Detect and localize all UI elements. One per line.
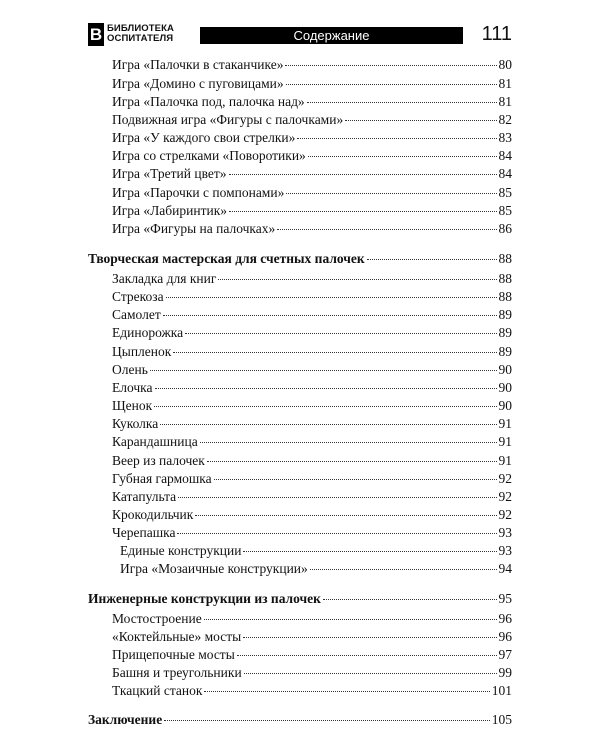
toc-entry <box>112 147 512 165</box>
toc-entry-title: Черепашка <box>112 525 176 540</box>
toc-entry-title: Подвижная игра «Фигуры с палочками» <box>112 112 344 127</box>
toc-entry <box>112 470 512 488</box>
toc-entry-page: 88 <box>498 289 512 304</box>
dot-leader <box>164 710 490 721</box>
toc-entry-page: 88 <box>498 271 512 286</box>
dot-leader <box>218 269 496 280</box>
dot-leader <box>150 360 497 371</box>
dot-leader <box>204 681 489 692</box>
toc-entry-title: Творческая мастерская для счетных палочек <box>88 251 365 266</box>
toc-entry-title: Закладка для книг <box>112 271 217 286</box>
toc-entry <box>112 452 512 470</box>
dot-leader <box>178 487 496 498</box>
toc-entry-page: 95 <box>498 591 512 606</box>
toc-entry <box>112 184 512 202</box>
toc-entry-title: Инженерные конструкции из палочек <box>88 591 321 606</box>
toc-entry-title: Заключение <box>88 712 163 727</box>
dot-leader <box>307 92 497 103</box>
toc-entry-title: Губная гармошка <box>112 471 212 486</box>
toc-entry-title: Игра со стрелками «Поворотики» <box>112 148 306 163</box>
toc-entry <box>112 306 512 324</box>
page-number: 111 <box>481 23 512 45</box>
toc-entry-page: 90 <box>498 380 512 395</box>
series-name-line2: ОСПИТАТЕЛЯ <box>107 33 174 44</box>
dot-leader <box>154 396 496 407</box>
dot-leader <box>173 342 496 353</box>
dot-leader <box>166 287 497 298</box>
toc-entry <box>112 646 512 664</box>
toc-entry <box>120 560 512 578</box>
toc-entry <box>112 415 512 433</box>
toc-entry <box>112 397 512 415</box>
toc-entry-page: 88 <box>498 251 512 266</box>
dot-leader <box>297 128 496 139</box>
toc-entry <box>112 270 512 288</box>
toc-entry-page: 99 <box>498 665 512 680</box>
publisher-logo-icon: В <box>89 25 103 44</box>
toc-entry-title: Игра «Палочки в стаканчике» <box>112 57 284 72</box>
toc-entry-page: 96 <box>498 611 512 626</box>
toc-entry-title: Стрекоза <box>112 289 164 304</box>
toc-entry <box>112 111 512 129</box>
toc-entry-title: Ткацкий станок <box>112 683 203 698</box>
toc-entry-title: Елочка <box>112 380 153 395</box>
dot-leader <box>214 469 497 480</box>
toc-entry <box>112 506 512 524</box>
toc-entry-page: 85 <box>498 203 512 218</box>
toc-entry-page: 83 <box>498 130 512 145</box>
toc-entry-title: Самолет <box>112 307 161 322</box>
section-title: Содержание <box>200 27 463 44</box>
dot-leader <box>286 183 496 194</box>
toc-entry <box>112 129 512 147</box>
dot-leader <box>200 432 497 443</box>
toc-entry <box>112 682 512 700</box>
dot-leader <box>323 589 497 600</box>
toc-entry <box>112 93 512 111</box>
toc-entry-title: Игра «Лабиринтик» <box>112 203 228 218</box>
toc-entry-page: 91 <box>498 416 512 431</box>
dot-leader <box>285 55 496 66</box>
toc-entry-title: Прищепочные мосты <box>112 647 235 662</box>
toc-entry <box>112 488 512 506</box>
toc-entry-title: Игра «Палочка под, палочка над» <box>112 94 305 109</box>
dot-leader <box>177 523 496 534</box>
toc-entry <box>120 542 512 560</box>
toc-entry-page: 84 <box>498 166 512 181</box>
toc-entry-title: Единые конструкции <box>120 543 242 558</box>
toc-entry-page: 91 <box>498 434 512 449</box>
toc-entry-title: Куколка <box>112 416 159 431</box>
dot-leader <box>243 627 496 638</box>
toc-entry-page: 101 <box>491 683 512 698</box>
toc-entry-page: 81 <box>498 76 512 91</box>
dot-leader <box>160 414 496 425</box>
toc-section-heading <box>88 250 512 268</box>
dot-leader <box>243 541 496 552</box>
dot-leader <box>345 110 496 121</box>
toc-entry-page: 92 <box>498 507 512 522</box>
toc-entry-title: Мостостроение <box>112 611 202 626</box>
toc-entry-title: Крокодильчик <box>112 507 194 522</box>
toc-entry <box>112 610 512 628</box>
dot-leader <box>244 663 497 674</box>
toc-section-heading <box>88 590 512 608</box>
dot-leader <box>195 505 496 516</box>
toc-entry-page: 89 <box>498 344 512 359</box>
toc-entry <box>112 379 512 397</box>
toc-entry-title: Карандашница <box>112 434 198 449</box>
toc-entry-page: 90 <box>498 398 512 413</box>
toc-entry <box>112 75 512 93</box>
toc-entry-title: Веер из палочек <box>112 453 205 468</box>
toc-entry-title: Игра «Фигуры на палочках» <box>112 221 276 236</box>
toc-entry-page: 86 <box>498 221 512 236</box>
toc-entry-page: 94 <box>498 561 512 576</box>
dot-leader <box>229 201 496 212</box>
dot-leader <box>308 146 497 157</box>
dot-leader <box>277 219 496 230</box>
toc-entry-title: Щенок <box>112 398 153 413</box>
toc-entry <box>112 361 512 379</box>
dot-leader <box>163 305 497 316</box>
toc-entry <box>112 202 512 220</box>
toc-entry-page: 90 <box>498 362 512 377</box>
toc-entry-title: Игра «Третий цвет» <box>112 166 227 181</box>
toc-entry <box>112 56 512 74</box>
toc-entry-page: 89 <box>498 307 512 322</box>
dot-leader <box>367 249 497 260</box>
toc-entry <box>112 288 512 306</box>
toc-entry-page: 93 <box>498 525 512 540</box>
toc-entry-page: 84 <box>498 148 512 163</box>
toc-entry-page: 93 <box>498 543 512 558</box>
toc-entry-page: 105 <box>491 712 512 727</box>
dot-leader <box>286 74 497 85</box>
toc-entry-page: 85 <box>498 185 512 200</box>
toc-entry-title: Олень <box>112 362 148 377</box>
toc-entry-title: «Коктейльные» мосты <box>112 629 242 644</box>
toc-entry <box>112 433 512 451</box>
toc-entry-page: 97 <box>498 647 512 662</box>
toc-entry-page: 81 <box>498 94 512 109</box>
toc-entry-title: Катапульта <box>112 489 177 504</box>
toc-entry-title: Башня и треугольники <box>112 665 242 680</box>
toc-entry-title: Единорожка <box>112 325 184 340</box>
toc-entry-title: Цыпленок <box>112 344 172 359</box>
toc-entry <box>112 165 512 183</box>
toc-entry-page: 91 <box>498 453 512 468</box>
toc-entry <box>112 524 512 542</box>
toc-entry <box>112 628 512 646</box>
dot-leader <box>155 378 497 389</box>
dot-leader <box>204 609 497 620</box>
toc-entry-title: Игра «Домино с пуговицами» <box>112 76 284 91</box>
toc-section-heading <box>88 711 512 729</box>
toc-entry-title: Игра «Парочки с помпонами» <box>112 185 285 200</box>
toc-entry-page: 82 <box>498 112 512 127</box>
dot-leader <box>207 451 497 462</box>
toc-entry-page: 92 <box>498 489 512 504</box>
toc-entry-title: Игра «Мозаичные конструкции» <box>120 561 308 576</box>
toc-entry <box>112 220 512 238</box>
toc-entry-page: 89 <box>498 325 512 340</box>
series-name-line1: БИБЛИОТЕКА <box>107 23 174 34</box>
toc-entry-title: Игра «У каждого свои стрелки» <box>112 130 296 145</box>
dot-leader <box>185 323 496 334</box>
dot-leader <box>229 164 497 175</box>
toc-entry <box>112 343 512 361</box>
dot-leader <box>310 559 497 570</box>
toc-entry <box>112 664 512 682</box>
toc-entry <box>112 324 512 342</box>
toc-entry-page: 96 <box>498 629 512 644</box>
toc-entry-page: 80 <box>498 57 512 72</box>
toc-entry-page: 92 <box>498 471 512 486</box>
dot-leader <box>237 645 497 656</box>
